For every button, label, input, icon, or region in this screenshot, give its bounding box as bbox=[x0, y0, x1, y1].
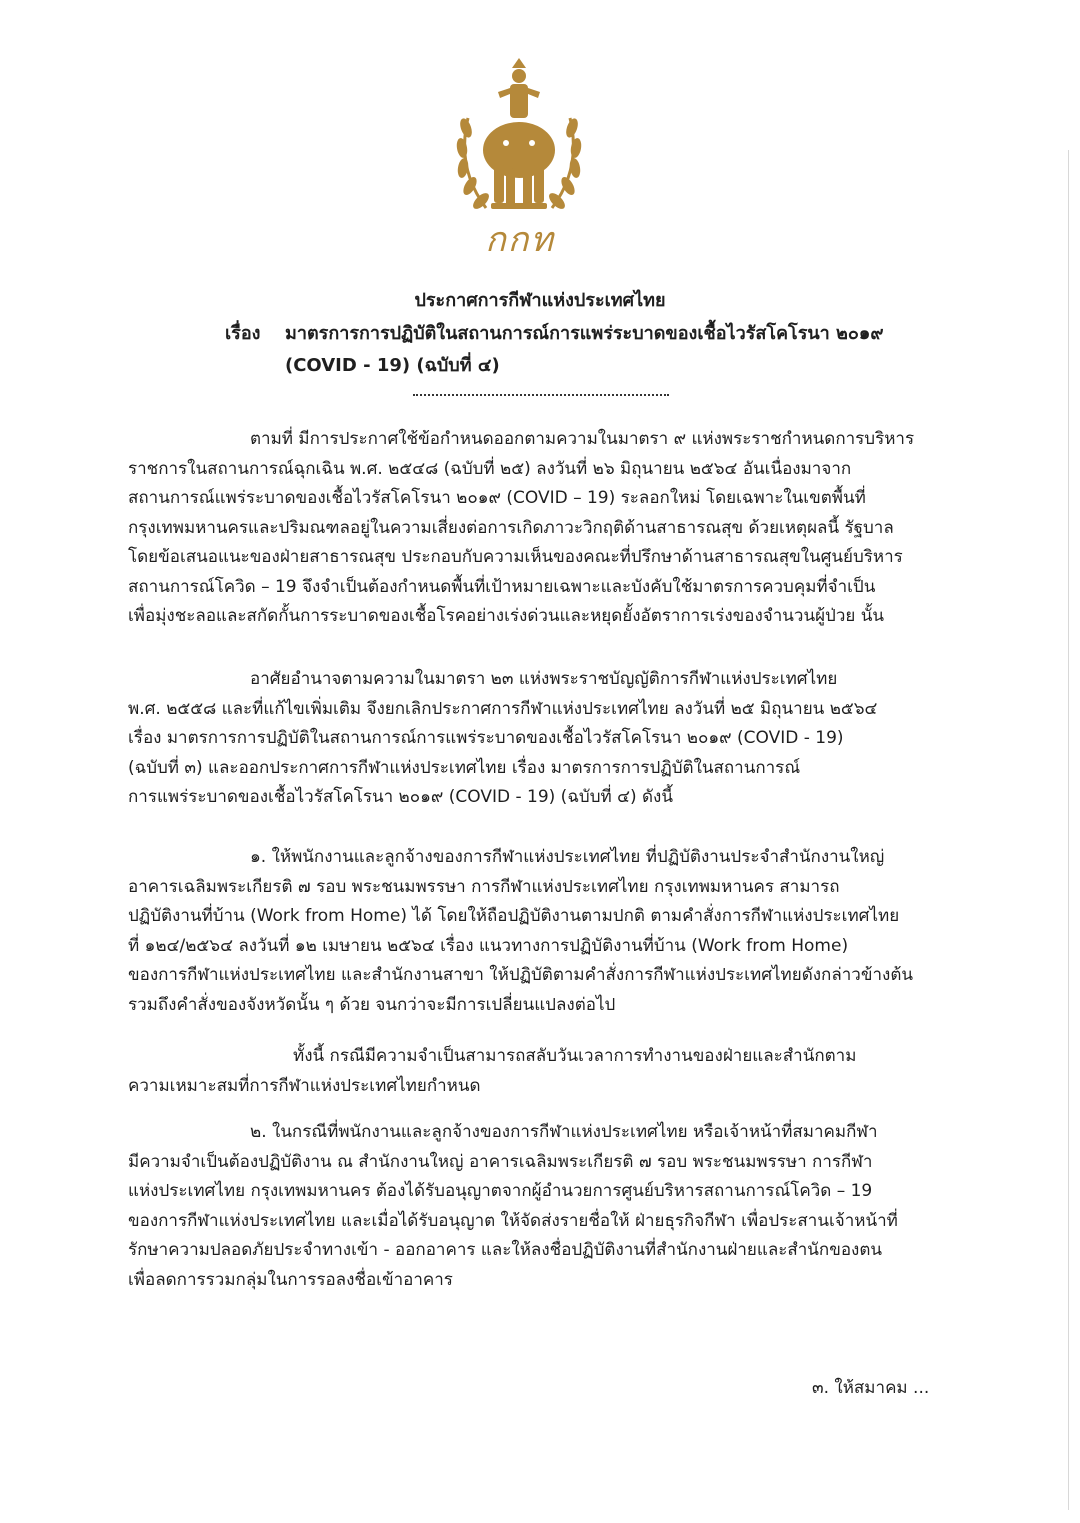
text-line: เพื่อมุ่งชะลอและสกัดกั้นการระบาดของเชื้อโรคอย่างเร่งด่วนและหยุดยั้งอัตราการเร่งของจำนวนผู้ป่วย นั้น bbox=[128, 606, 885, 626]
subject-line-1: มาตรการการปฏิบัติในสถานการณ์การแพร่ระบาดของเชื้อไวรัสโคโรนา ๒๐๑๙ bbox=[285, 323, 884, 344]
emblem-caption: กกท bbox=[485, 220, 555, 260]
paragraph-authority bbox=[128, 665, 938, 813]
text-line: สถานการณ์โควิด – 19 จึงจำเป็นต้องกำหนดพื้นที่เป้าหมายเฉพาะและบังคับใช้มาตรการควบคุมที่จำเป็น bbox=[128, 576, 876, 597]
text-line: เพื่อลดการรวมกลุ่มในการรอลงชื่อเข้าอาคาร bbox=[128, 1269, 453, 1290]
scan-edge-line bbox=[1068, 150, 1069, 1510]
text-line: ตามที่ มีการประกาศใช้ข้อกำหนดออกตามความในมาตรา ๙ แห่งพระราชกำหนดการบริหาร bbox=[250, 429, 915, 449]
paragraph-item-1-note bbox=[128, 1042, 938, 1101]
text-line: โดยข้อเสนอแนะของฝ่ายสาธารณสุข ประกอบกับความเห็นของคณะที่ปรึกษาด้านสาธารณสุขในศูนย์บริหาร bbox=[128, 547, 903, 567]
text-line: ทั้งนี้ กรณีมีความจำเป็นสามารถสลับวันเวลาการทำงานของฝ่ายและสำนักตาม bbox=[293, 1046, 857, 1066]
text-line: ๒. ในกรณีที่พนักงานและลูกจ้างของการกีฬาแห่งประเทศไทย หรือเจ้าหน้าที่สมาคมกีฬา bbox=[250, 1122, 878, 1142]
text-line: ปฏิบัติงานที่บ้าน (Work from Home) ได้ โดยให้ถือปฏิบัติงานตามปกติ ตามคำสั่งการกีฬาแห่งประเทศไทย bbox=[128, 906, 900, 926]
paragraph-item-2 bbox=[128, 1118, 938, 1295]
next-page-catchword: ๓. ให้สมาคม ... bbox=[812, 1378, 930, 1398]
text-line: กรุงเทพมหานครและปริมณฑลอยู่ในความเสี่ยงต่อการเกิดภาวะวิกฤติด้านสาธารณสุข ด้วยเหตุผลนี้ รัฐบาล bbox=[128, 517, 894, 538]
text-line: แห่งประเทศไทย กรุงเทพมหานคร ต้องได้รับอนุญาตจากผู้อำนวยการศูนย์บริหารสถานการณ์โควิด – 19 bbox=[128, 1181, 873, 1201]
text-line: ๑. ให้พนักงานและลูกจ้างของการกีฬาแห่งประเทศไทย ที่ปฏิบัติงานประจำสำนักงานใหญ่ bbox=[250, 847, 885, 867]
text-line: สถานการณ์แพร่ระบาดของเชื้อไวรัสโคโรนา ๒๐๑๙ (COVID – 19) ระลอกใหม่ โดยเฉพาะในเขตพื้นที่ bbox=[128, 488, 866, 508]
paragraph-item-1 bbox=[128, 843, 938, 1020]
text-line: (ฉบับที่ ๓) และออกประกาศการกีฬาแห่งประเทศไทย เรื่อง มาตรการการปฏิบัติในสถานการณ์ bbox=[128, 757, 801, 778]
text-line: อาคารเฉลิมพระเกียรติ ๗ รอบ พระชนมพรรษา การกีฬาแห่งประเทศไทย กรุงเทพมหานคร สามารถ bbox=[128, 876, 840, 897]
text-line: การแพร่ระบาดของเชื้อไวรัสโคโรนา ๒๐๑๙ (COVID - 19) (ฉบับที่ ๔) ดังนี้ bbox=[128, 787, 673, 807]
separator-dots bbox=[413, 394, 669, 396]
text-line: ของการกีฬาแห่งประเทศไทย และเมื่อได้รับอนุญาต ให้จัดส่งรายชื่อให้ ฝ่ายธุรกิจกีฬา เพื่อประสานเจ้าหน้าที่ bbox=[128, 1210, 898, 1231]
text-line: อาศัยอำนาจตามความในมาตรา ๒๓ แห่งพระราชบัญญัติการกีฬาแห่งประเทศไทย bbox=[250, 669, 838, 689]
text-line: ความเหมาะสมที่การกีฬาแห่งประเทศไทยกำหนด bbox=[128, 1075, 481, 1096]
page-title: ประกาศการกีฬาแห่งประเทศไทย bbox=[414, 290, 666, 311]
paragraph-preamble bbox=[128, 425, 938, 632]
text-line: พ.ศ. ๒๕๕๘ และที่แก้ไขเพิ่มเติม จึงยกเลิกประกาศการกีฬาแห่งประเทศไทย ลงวันที่ ๒๕ มิถุนายน ๒๕๖๔ bbox=[128, 698, 878, 719]
text-line: รักษาความปลอดภัยประจำทางเข้า - ออกอาคาร และให้ลงชื่อปฏิบัติงานที่สำนักงานฝ่ายและสำนักของตน bbox=[128, 1240, 883, 1260]
text-line: รวมถึงคำสั่งของจังหวัดนั้น ๆ ด้วย จนกว่าจะมีการเปลี่ยนแปลงต่อไป bbox=[128, 994, 616, 1015]
text-line: ที่ ๑๒๔/๒๕๖๔ ลงวันที่ ๑๒ เมษายน ๒๕๖๔ เรื่อง แนวทางการปฏิบัติงานที่บ้าน (Work from Home) bbox=[128, 935, 849, 956]
subject-label: เรื่อง bbox=[225, 323, 261, 344]
text-line: ของการกีฬาแห่งประเทศไทย และสำนักงานสาขา ให้ปฏิบัติตามคำสั่งการกีฬาแห่งประเทศไทยดังกล่าวข้างต้น bbox=[128, 965, 913, 985]
subject-line-2: (COVID - 19) (ฉบับที่ ๔) bbox=[285, 355, 500, 376]
text-line: ราชการในสถานการณ์ฉุกเฉิน พ.ศ. ๒๕๔๘ (ฉบับที่ ๒๕) ลงวันที่ ๒๖ มิถุนายน ๒๕๖๔ อันเนื่องมาจาก bbox=[128, 458, 852, 479]
text-line: เรื่อง มาตรการการปฏิบัติในสถานการณ์การแพร่ระบาดของเชื้อไวรัสโคโรนา ๒๐๑๙ (COVID - 19) bbox=[128, 728, 844, 748]
text-line: มีความจำเป็นต้องปฏิบัติงาน ณ สำนักงานใหญ่ อาคารเฉลิมพระเกียรติ ๗ รอบ พระชนมพรรษา การกีฬา bbox=[128, 1151, 873, 1172]
